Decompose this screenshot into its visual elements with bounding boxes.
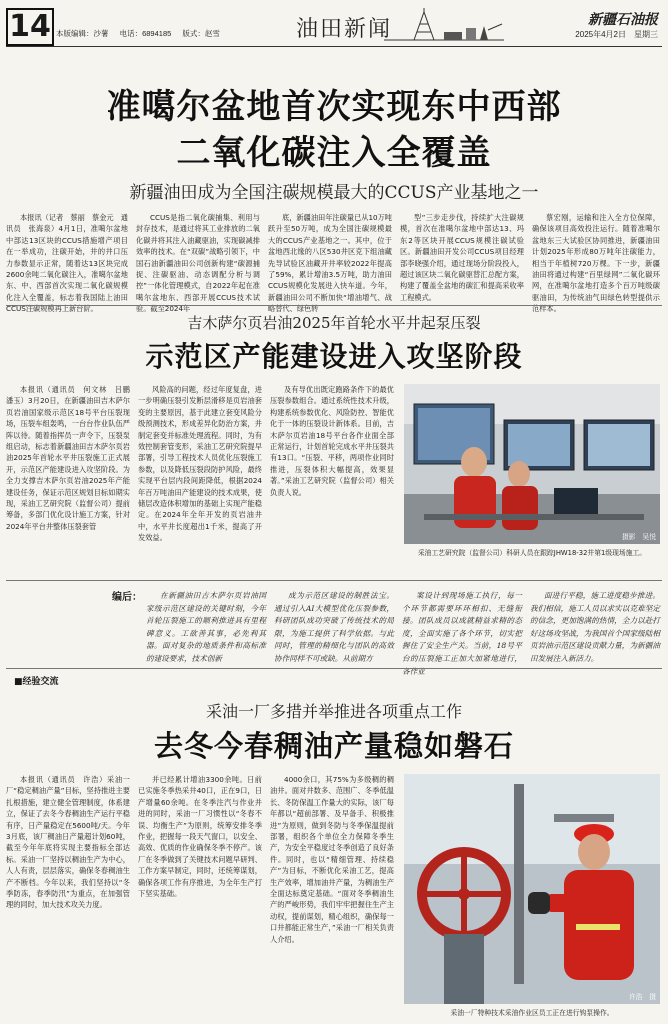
- article2-column-2: 风险高的问题，经过年度复盘，进一步明确压裂引发断层滑移是页岩油套变的主要原因，基于此建立套变风险分级预测技术，形成差异化防治方案，并制定套变并标准处理流程。同时，为有效控制套管变形，采油工艺研究院提早部署，引导工程技术人员优化压裂施工参数，以及降低压裂段防护风险，最终实现平台层内段间距降低，根据2024年百万吨油田产能建设的技术成果，使储层改造体积增加的基础上实现产能稳定。在2024年全年开发的页岩油井中，水平井长度超出1千米，提高了开发效益。: [138, 385, 262, 543]
- article3-column-3: 4000余口，其75%为多级稠的稠油井。面对井数多、范围广、冬季低温长、冬防保温工作量大的实际，该厂每年都以“超前部署、及早备手、积极推进”为原则，做到冬防与冬季保温提前部署，组织各个单位全力保障冬季生产，为安全平稳度过冬季创造了良好条件。同时，也以“精细管理、持续稳产”为目标，不断优化采油工艺，提高生产效率，增加油井产量，为稠油生产全面达标奠定基础。“面对冬季稠油生产的严峻形势，我们牢牢把握住生产主动权，提前谋划，精心组织，确保每一口井都能正常生产，”采油一厂相关负责人介绍。: [270, 775, 394, 944]
- issue-date: 2025年4月2日 星期三: [575, 30, 658, 39]
- article3-column-1: 本报讯（通讯员 许浩）采油一厂“稳定稠油产量”目标，坚持推进主要扎根措施，建立健全管理制度，体系建立，保证了去冬今春稠油生产运行平稳有序，日产量稳定在5600吨/天。今年3月底，该厂稠油日产量超计划60吨，截至今年年底将实现主要指标全部达标。采油一厂坚持以稠油生产为中心，人人有责，层层落实，确保冬春稠油生产不断档。今年以来，我们坚持以“冬季防冻，春季防汛”为重点，在加强管理的同时，加大技术攻关力度。: [6, 775, 130, 910]
- editor-note-column-2: 成为示范区建设的制胜法宝。通过引入AI大模型优化压裂参数，科研团队成功突破了传统技术的局限，为施工提供了科学依据。与此同时，管理的精细化与团队的高效协作同样不可或缺。从前期方: [274, 591, 394, 663]
- article3-photo-caption: 采油一厂特种技术采油作业区员工正在进行钩泵操作。: [450, 1009, 614, 1017]
- masthead-meta: [56, 28, 229, 39]
- article3-photo: [404, 774, 660, 1004]
- article3-photo-credit: 许浩 摄: [628, 993, 656, 1001]
- newspaper-logo: 新疆石油报: [588, 12, 658, 28]
- column-tag: ■经验交流: [14, 677, 59, 687]
- phone-number: 电话：6894185: [119, 29, 172, 38]
- article1-title-line2: 二氧化碳注入全覆盖: [176, 133, 492, 173]
- article1-bottom-rule: [6, 305, 662, 306]
- page-number: 14: [6, 8, 54, 46]
- section-title: 油田新闻: [296, 17, 393, 42]
- editor-note-column-1: 在新疆油田吉木萨尔页岩油国家级示范区建设的关键时刻，今年首轮压裂施工的顺利推进具有里程碑意义。工欲善其事，必先利其器。面对复杂的地质条件和高标准的建设要求，技术创新: [146, 591, 266, 663]
- oilfield-worker-photo: [404, 774, 660, 1004]
- article1-column-2: CCUS是指二氧化碳捕集、利用与封存技术，是通过将其工业排放的二氧化碳并将其注入油藏驱油，实现碳减排效率的技术。在“双碳”战略引领下，中国石油新疆油田公司创新构建“碳源捕捉、注碳驱油、动态调配分析与调控”一体化管理模式，自2022年起在准噶尔盆地东、西部开展CCUS技术试验。截至2024年: [136, 213, 260, 314]
- article3-kicker: 采油一厂多措并举推进各项重点工作: [205, 702, 462, 721]
- article2-column-3: 及有导优出既定跑路条件下的最优压裂参数组合。通过系统性技术升级，构建系统参数优化、风险防控、智能优化于一体的压裂设计新体系。目前，吉木萨尔页岩油18号平台各作业面全部正常运行，计划首轮完成水平井压裂共有13口。“压裂、平移，两项作业同时推进，压裂体积大幅提高，效果显著。”采油工艺研究院（监督公司）相关负责人说。: [270, 385, 394, 497]
- article2-column-1: 本报讯（通讯员 何文林 吕鹏 潘玉）3月20日，在新疆油田吉木萨尔页岩油国家级示范区18号平台压裂现场，压裂车组轰鸣，一台台作业队伍严阵以待。随着指挥员一声令下，压裂泵组启动，标志着新疆油田吉木萨尔页岩油2025年首轮水平井压裂施工正式展开，示范区产能建设进入攻坚阶段。为全力支撑吉木萨尔页岩油2025年产能建设任务，保证示范区规划目标如期实现，采油工艺研究院（监督公司）提前筹备，多部门优化设计施工方案，针对2024年平台井整体压裂套管: [6, 385, 138, 531]
- article2-title: 示范区产能建设进入攻坚阶段: [145, 340, 523, 373]
- article1-column-3: 底，新疆油田年注碳量已从10万吨跃升至50万吨，成为全国注碳规模最大的CCUS产业基地之一。其中，位于盆地西北缘的八区530井区克下组油藏先导试验区油藏开井率较2022年提高了59%，累计增油3.5万吨，助力油田CCUS规模化发展进入快车道。今年，新疆油田公司不断加快“增油增气、战略替代、绿色转: [268, 213, 392, 314]
- article1-column-5: 蔡宏刚，运输和注入全方位保障，确保该项目高效投注运行。随着准噶尔盆地东三大试验区协同推进，新疆油田计划2025年形成80万吨年注碳能力，相当于年植树720万棵。下一步，新疆油田将通过构建“百里绿网”二氧化碳环网，在准噶尔盆地打造多个百万吨级碳驱油田，为传统油气田绿色转型提供示范样本。: [532, 213, 660, 314]
- control-room-photo: [404, 384, 660, 544]
- article1-column-1: 本报讯（记者 蔡丽 蔡金元 通讯员 张海泉）4月1日，准噶尔盆地中部达13区块的CCUS措施增产项目在一举成功，注碳开始，井的井口压力参数显示正常，随着达13区块完成2600余吨二氧化碳注入，准噶尔盆地东、中、西部首次实现二氧化碳规模化注入全覆盖，标志着我国陆上油田CCUS注碳规模再上新台阶。: [6, 213, 128, 314]
- article2-photo: [404, 384, 660, 544]
- editor-note-column-3: 案设计到现场施工执行，每一个环节都需要环环相扣、无缝衔接。团队成员以成就精益求精的态度，全面实施了各个环节，切实把握住了安全生产关。当前，18号平台的压裂施工正加大加紧地进行，各作业: [402, 591, 522, 676]
- editor-credit: 本版编辑：沙薯: [56, 29, 109, 38]
- article3-top-rule: [6, 668, 662, 669]
- article2-photo-credit: 摄影 吴悦: [622, 533, 656, 541]
- designer-credit: 版式：赵雪: [182, 29, 220, 38]
- editor-note-label: 编后：: [112, 592, 142, 603]
- editor-note-top-rule: [6, 580, 662, 581]
- article1-title-line1: 准噶尔盆地首次实现东中西部: [106, 87, 562, 127]
- masthead: [6, 6, 662, 44]
- article3-title: 去冬今春稠油产量稳如磐石: [153, 729, 514, 763]
- article1-column-4: 型”三步走步伐，持续扩大注碳规模，首次在准噶尔盆地中部达13、玛东2等区块开展CCUS规模注碳试验区。新疆油田开发公司CCUS项目经理部李晓强介绍，通过现场分阶段投入，超过该区块二氧化碳驱替汇总配方案，构建了覆盖全盆地的碳汇和提高采收率工程模式。: [400, 213, 524, 302]
- oil-rig-icon: [384, 6, 504, 42]
- article2-kicker: 吉木萨尔页岩油2025年首轮水平井起泵压裂: [187, 314, 481, 332]
- masthead-rule: [6, 46, 662, 47]
- article2-photo-caption: 采油工艺研究院（监督公司）科研人员在跟踪JHW18-32井第1级现场施工。: [417, 549, 647, 557]
- article3-column-2: 并已经累计增油3300余吨。日前已实施冬季热采井40口，正在9口，日产增量60余吨。在冬季注汽与作业并进的同时，采油一厂习惯性以“冬春不误、均衡生产”为原则，统筹安排冬季作业，把握每一段天气窗口，以安全、高效、优质的作业确保冬季不停产。该厂在冬季做到了关键技术问题早研判、工作方案早制定，同时，还统筹谋划，确保各项工作有序推进，为全年生产打下坚实基础。: [138, 775, 262, 899]
- editor-note-column-4: 面进行平稳，施工进度稳步推进。我们相信，施工人员以求实以克难坚定的信念，更加饱满的热情，全力以赴打好这场攻坚战，为我国首个国家级陆相页岩油示范区建设贡献力量，为新疆油田发展注入新活力。: [530, 591, 660, 663]
- article1-subtitle: 新疆油田成为全国注碳规模最大的CCUS产业基地之一: [129, 183, 539, 203]
